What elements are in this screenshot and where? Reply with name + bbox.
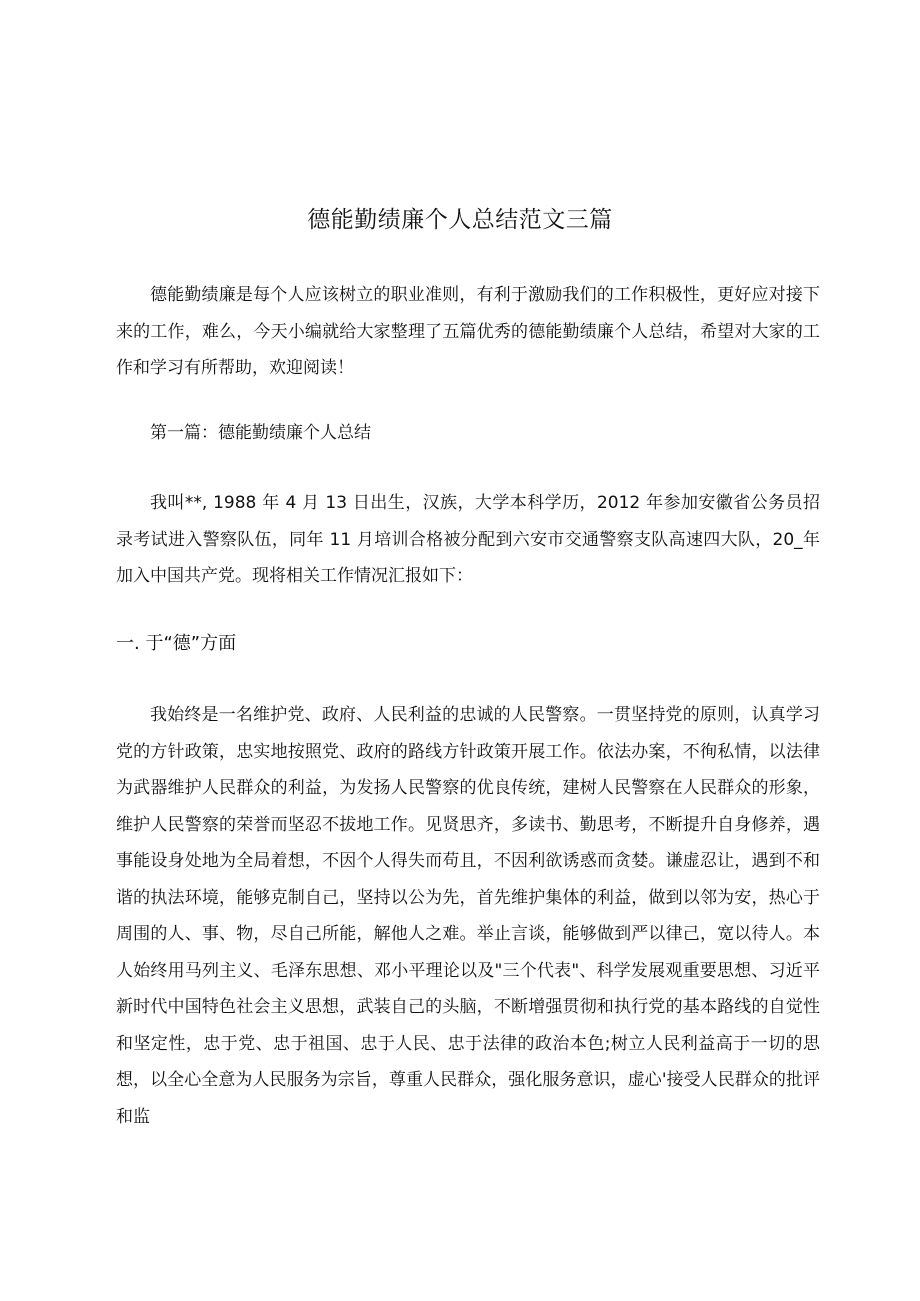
part-one-heading: 第一篇：德能勤绩廉个人总结	[150, 423, 371, 443]
self-intro-paragraph: 我叫**, 1988 年 4 月 13 日出生，汉族，大学本科学历，2012 年参加安徽省公务员招录考试进入警察队伍，同年 11 月培训合格被分配到六安市交通警察支队高速四大队，20_年加入中国共产党。现将相关工作情况汇报如下：	[116, 493, 820, 586]
section-de-heading: 一. 于“德”方面	[116, 633, 237, 654]
intro-paragraph: 德能勤绩廉是每个人应该树立的职业准则，有利于激励我们的工作积极性，更好应对接下来的工作，难么，今天小编就给大家整理了五篇优秀的德能勤绩廉个人总结，希望对大家的工作和学习有所帮助，欢迎阅读！	[116, 285, 820, 378]
page-title: 德能勤绩廉个人总结范文三篇	[307, 207, 613, 233]
section-de-body: 我始终是一名维护党、政府、人民利益的忠诚的人民警察。一贯坚持党的原则，认真学习党的方针政策，忠实地按照党、政府的路线方针政策开展工作。依法办案，不徇私情，以法律为武器维护人民群众的利益，为发扬人民警察的优良传统，建树人民警察在人民群众的形象，维护人民警察的荣誉而坚忍不拔地工作。见贤思齐，多读书、勤思考，不断提升自身修养，遇事能设身处地为全局着想，不因个人得失而苟且，不因利欲诱惑而贪婪。谦虚忍让，遇到不和谐的执法环境，能够克制自己，坚持以公为先，首先维护集体的利益，做到以邻为安，热心于周围的人、事、物，尽自己所能，解他人之难。举止言谈，能够做到严以律己，宽以待人。本人始终用马列主义、毛泽东思想、邓小平理论以及"三个代表"、科学发展观重要思想、习近平新时代中国特色社会主义思想，武装自己的头脑，不断增强贯彻和执行党的基本路线的自觉性和坚定性，忠于党、忠于祖国、忠于人民、忠于法律的政治本色;树立人民利益高于一切的思想，以全心全意为人民服务为宗旨，尊重人民群众，强化服务意识，虚心'接受人民群众的批评和监	[116, 705, 820, 1127]
